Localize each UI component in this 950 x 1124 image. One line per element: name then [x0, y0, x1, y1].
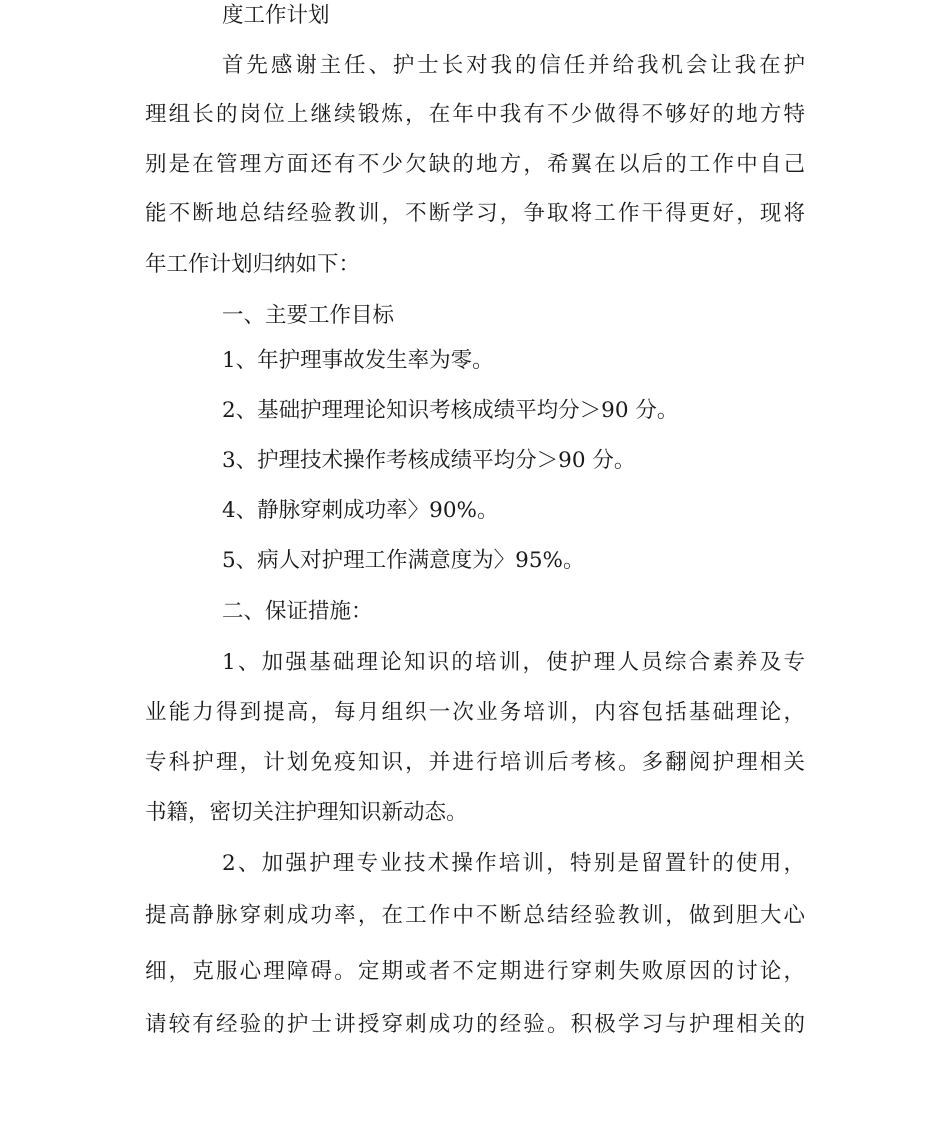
goal-item-3: 3、护理技术操作考核成绩平均分＞90 分。: [222, 448, 636, 473]
measure-1-line-2: 业能力得到提高，每月组织一次业务培训，内容包括基础理论，: [145, 700, 805, 725]
paragraph-1-line-2: 理组长的岗位上继续锻炼，在年中我有不少做得不够好的地方特: [145, 102, 805, 127]
measure-2-line-4: 请较有经验的护士讲授穿刺成功的经验。积极学习与护理相关的: [145, 1012, 805, 1037]
measure-2-line-1: 2、加强护理专业技术操作培训，特别是留置针的使用，: [222, 851, 805, 876]
paragraph-1-line-4: 能不断地总结经验教训，不断学习，争取将工作干得更好，现将: [145, 201, 805, 226]
paragraph-1-line-1: 首先感谢主任、护士长对我的信任并给我机会让我在护: [222, 53, 805, 78]
goal-item-1: 1、年护理事故发生率为零。: [222, 348, 494, 373]
section-heading-goals: 一、主要工作目标: [222, 303, 395, 328]
paragraph-1-line-3: 别是在管理方面还有不少欠缺的地方，希翼在以后的工作中自己: [145, 152, 805, 177]
goal-item-5: 5、病人对护理工作满意度为〉95%。: [222, 548, 585, 573]
measure-2-line-2: 提高静脉穿刺成功率，在工作中不断总结经验教训，做到胆大心: [145, 903, 805, 928]
measure-1-line-4: 书籍，密切关注护理知识新动态。: [145, 800, 468, 825]
measure-1-line-3: 专科护理，计划免疫知识，并进行培训后考核。多翻阅护理相关: [145, 750, 805, 775]
goal-item-4: 4、静脉穿刺成功率〉90%。: [222, 498, 499, 523]
measure-1-line-1: 1、加强基础理论知识的培训，使护理人员综合素养及专: [222, 650, 805, 675]
goal-item-2: 2、基础护理理论知识考核成绩平均分＞90 分。: [222, 398, 679, 423]
document-heading-fragment: 度工作计划: [222, 3, 330, 28]
paragraph-1-line-5: 年工作计划归纳如下：: [145, 252, 361, 277]
section-heading-measures: 二、保证措施：: [222, 599, 373, 624]
measure-2-line-3: 细，克服心理障碍。定期或者不定期进行穿刺失败原因的讨论，: [145, 959, 805, 984]
